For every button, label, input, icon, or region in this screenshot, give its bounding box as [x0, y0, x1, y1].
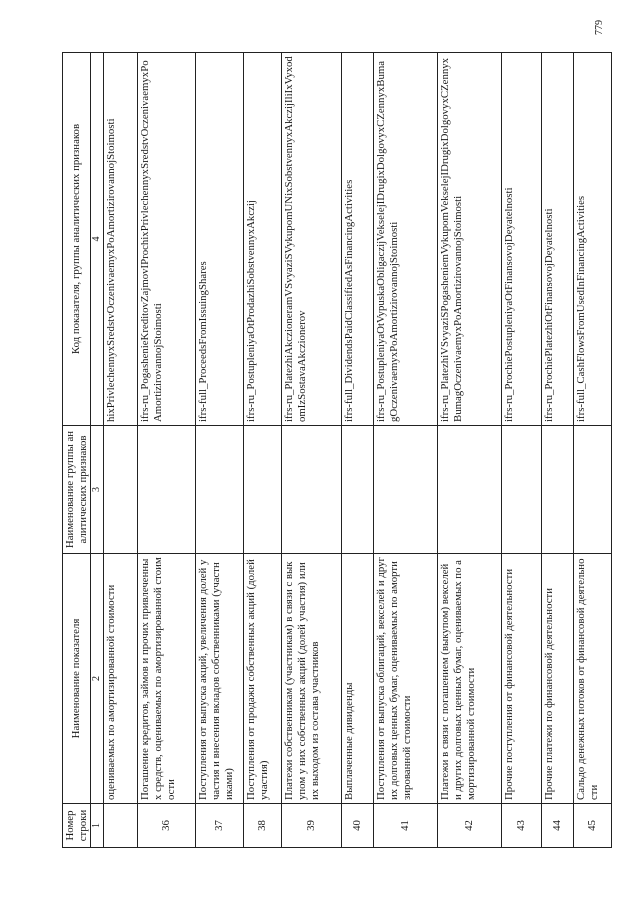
indicators-table	[62, 52, 612, 848]
column-number: 2	[91, 554, 104, 804]
table-row	[502, 53, 542, 848]
indicator-code: ifrs-full_CashFlowsFromUsedInFinancingActivities	[574, 53, 612, 426]
row-number: 41	[374, 804, 438, 848]
group-name	[542, 426, 574, 554]
indicator-name: Платежи в связи с погашением (выкупом) векселей и других долговых ценных бумаг, оцениваемых по амортизированной стоимости	[438, 554, 502, 804]
indicator-code: ifrs-ru_ProchiePlatezhiOtFinansovojDeyatelnosti	[542, 53, 574, 426]
page-number: 779	[594, 20, 605, 35]
table-row	[542, 53, 574, 848]
indicator-name: Поступления от выпуска облигаций, векселей и других долговых ценных бумаг, оцениваемых по амортизированной стоимости	[374, 554, 438, 804]
table-row	[244, 53, 282, 848]
indicator-name: оцениваемых по амортизированной стоимости	[104, 554, 138, 804]
table-row	[196, 53, 244, 848]
header-row-number: Номер строки	[63, 804, 91, 848]
table-row	[574, 53, 612, 848]
indicator-name: Выплаченные дивиденды	[342, 554, 374, 804]
row-number: 37	[196, 804, 244, 848]
group-name	[196, 426, 244, 554]
group-name	[502, 426, 542, 554]
row-number: 45	[574, 804, 612, 848]
indicator-name: Поступления от продажи собственных акций (долей участия)	[244, 554, 282, 804]
header-group-name: Наименование группы аналитических признаков	[63, 426, 91, 554]
table-row	[104, 53, 138, 848]
indicator-code: ifrs-ru_PogashenieKreditovZajmovIProchixPrivlechennyxSredstvOczenivaemyxPoAmortizirovannojStoimosti	[138, 53, 196, 426]
group-name	[282, 426, 342, 554]
group-name	[104, 426, 138, 554]
table-row	[374, 53, 438, 848]
row-number: 43	[502, 804, 542, 848]
group-name	[244, 426, 282, 554]
indicator-name: Поступления от выпуска акций, увеличения долей участия и внесения вкладов собственниками (участниками)	[196, 554, 244, 804]
indicator-code: ifrs-ru_ProchiePostupleniyaOtFinansovojDeyatelnosti	[502, 53, 542, 426]
indicator-code: ifrs-full_ProceedsFromIssuingShares	[196, 53, 244, 426]
column-number: 1	[91, 804, 104, 848]
indicator-name: Платежи собственникам (участникам) в связи с выкупом у них собственных акций (долей участия) или их выходом из состава участников	[282, 554, 342, 804]
group-name	[374, 426, 438, 554]
table-row	[282, 53, 342, 848]
indicator-code: ifrs-ru_PlatezhiAkczioneramVSvyaziSVykupomUNixSobstvennyxAkczijIliIxVyxodomIzSostavaAkczionerov	[282, 53, 342, 426]
group-name	[138, 426, 196, 554]
indicator-code: ifrs-ru_PlatezhiVSvyaziSPogasheniemVykupomVekselejIDrugixDolgovyxCZennyxBumagOczenivaemyxPoAmortizirovannojStoimosti	[438, 53, 502, 426]
indicator-code: hixPrivlechennyxSredstvOczenivaemyxPoAmortizirovannojStoimosti	[104, 53, 138, 426]
column-number-row	[91, 53, 104, 848]
table-body	[104, 53, 612, 848]
row-number: 42	[438, 804, 502, 848]
group-name	[342, 426, 374, 554]
group-name	[574, 426, 612, 554]
table-row	[342, 53, 374, 848]
rotated-page	[62, 53, 600, 848]
header-code: Код показателя, группы аналитических признаков	[63, 53, 91, 426]
indicator-name: Сальдо денежных потоков от финансовой деятельности	[574, 554, 612, 804]
header-indicator-name: Наименование показателя	[63, 554, 91, 804]
column-number: 4	[91, 53, 104, 426]
indicator-name: Прочие поступления от финансовой деятельности	[502, 554, 542, 804]
header-row	[63, 53, 91, 848]
indicator-code: ifrs-ru_PostupleniyaOtProdazhiSobstvennyxAkczij	[244, 53, 282, 426]
indicator-name: Прочие платежи по финансовой деятельности	[542, 554, 574, 804]
indicator-name: Погашение кредитов, займов и прочих привлеченных средств, оцениваемых по амортизированной стоимости	[138, 554, 196, 804]
row-number: 40	[342, 804, 374, 848]
table-row	[438, 53, 502, 848]
row-number	[104, 804, 138, 848]
table-row	[138, 53, 196, 848]
row-number: 39	[282, 804, 342, 848]
column-number: 3	[91, 426, 104, 554]
group-name	[438, 426, 502, 554]
row-number: 38	[244, 804, 282, 848]
indicator-code: ifrs-ru_PostupleniyaOtVypuskaObligaczijVekselejIDrugixDolgovyxCZennyxBumagOczenivaemyxPoAmortizirovannojStoimosti	[374, 53, 438, 426]
indicator-code: ifrs-full_DividendsPaidClassifiedAsFinancingActivities	[342, 53, 374, 426]
row-number: 44	[542, 804, 574, 848]
row-number: 36	[138, 804, 196, 848]
